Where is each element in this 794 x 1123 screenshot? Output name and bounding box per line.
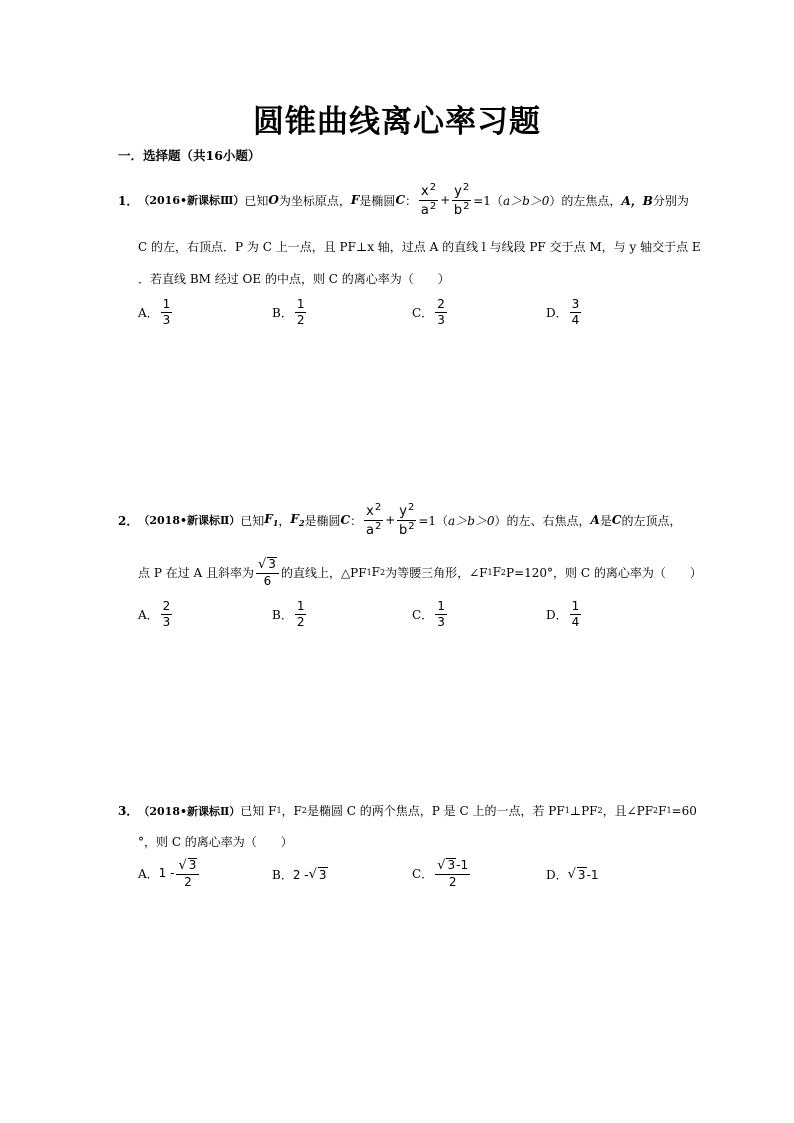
q2-option-b: B． $\frac{1}{2}$: [272, 599, 305, 629]
q1-option-b: B． $\frac{1}{2}$: [272, 297, 305, 327]
q2-text: 是椭圆: [304, 513, 341, 528]
q3-option-c: C． $\frac{√ 3-1}{2}$: [412, 858, 469, 889]
q2-plus: +: [385, 513, 396, 527]
q1-line2: C 的左，右顶点．P 为 C 上一点，且 PF⊥x 轴，过点 A 的直线 l 与线段 PF 交于点 M，与 y 轴交于点 E: [138, 240, 701, 254]
q2-line2: 点 P 在过 A 且斜率为 $\frac{√ 3}{6}$ 的直线上，△PF 1 F 2 为等腰三角形，∠F 1 F 2 P=120°，则 C 的离心率为（ ）: [138, 556, 702, 588]
q1-ab: A，B: [621, 193, 653, 208]
q1-colon: ：: [405, 193, 418, 208]
q3-source: （2018•新课标Ⅱ）: [138, 804, 241, 818]
q2-f2: $F_2$: [290, 512, 305, 528]
q1-text: 已知: [244, 193, 269, 208]
q1-plus: +: [440, 193, 451, 207]
q1-line3: ．若直线 BM 经过 OE 的中点，则 C 的离心率为（ ）: [138, 272, 450, 286]
q2-frac-y: $\frac{y^2}{b^2}$: [398, 501, 415, 538]
q1-option-d: D． $\frac{3}{4}$: [546, 297, 580, 327]
q2-eq: =1（: [418, 513, 449, 528]
page-title: 圆锥曲线离心率习题: [253, 104, 541, 140]
q2-colon: ：: [350, 513, 363, 528]
q1-frac-x: $\frac{x^2}{a^2}$: [420, 181, 437, 218]
q1-eq: =1（: [473, 193, 503, 208]
q1-cond: a＞b＞0: [502, 193, 550, 208]
q2-text: ，: [278, 513, 291, 528]
q2-text: 已知: [240, 513, 265, 528]
q1-text: ）的左焦点，: [549, 193, 622, 208]
q3-option-b: B． 2 - √ 3: [272, 867, 327, 882]
q2-frac-x: $\frac{x^2}{a^2}$: [365, 501, 382, 538]
q2-a: A: [590, 513, 600, 527]
q2-c2: C: [611, 513, 622, 527]
q2-text: 是: [599, 513, 612, 528]
q2-f1: $F_1$: [264, 512, 279, 528]
q3-option-a: A． 1 - $\frac{√ 3}{2}$: [138, 858, 201, 888]
q1-text: 分别为: [652, 193, 689, 208]
q1-text: 为坐标原点，: [278, 193, 351, 208]
q1-c: C: [395, 193, 405, 207]
q2-cond: a＞b＞0: [448, 513, 495, 528]
q2-text: 的左顶点，: [621, 513, 682, 528]
q1-number: 1．: [118, 193, 139, 208]
q1-line1: [118, 180, 689, 220]
q3-number: 3．: [118, 804, 139, 818]
q2-number: 2．: [118, 513, 139, 528]
q1-source: （2016•新课标Ⅲ）: [138, 194, 245, 207]
q3-option-d: D． √ 3 -1: [546, 867, 599, 882]
q1-option-a: A． $\frac{1}{3}$: [138, 297, 171, 327]
q2-c: C: [340, 513, 351, 527]
q2-text: ）的左、右焦点，: [494, 513, 591, 528]
q1-option-c: C． $\frac{2}{3}$: [412, 297, 445, 327]
q2-line1: [118, 500, 681, 540]
q3-line1: 3． （2018•新课标Ⅱ） 已知 F 1 ，F 2 是椭圆 C 的两个焦点，P 是 C 上的一点，若 PF 1 ⊥PF 2 ，且∠PF 2 F 1 =60: [118, 803, 697, 818]
q1-f: F: [350, 193, 360, 207]
q1-o: O: [268, 193, 279, 207]
q1-text: 是椭圆: [359, 193, 396, 208]
q1-frac-y: $\frac{y^2}{b^2}$: [453, 181, 470, 218]
q3-line2: °，则 C 的离心率为（ ）: [138, 835, 293, 849]
section-heading: 一．选择题（共16小题）: [118, 148, 261, 163]
q2-option-c: C． $\frac{1}{3}$: [412, 599, 445, 629]
q2-option-d: D． $\frac{1}{4}$: [546, 599, 580, 629]
q2-option-a: A． $\frac{2}{3}$: [138, 599, 171, 629]
q2-source: （2018•新课标Ⅱ）: [138, 514, 241, 527]
q2-slope-frac: $\frac{√ 3}{6}$: [256, 557, 279, 587]
